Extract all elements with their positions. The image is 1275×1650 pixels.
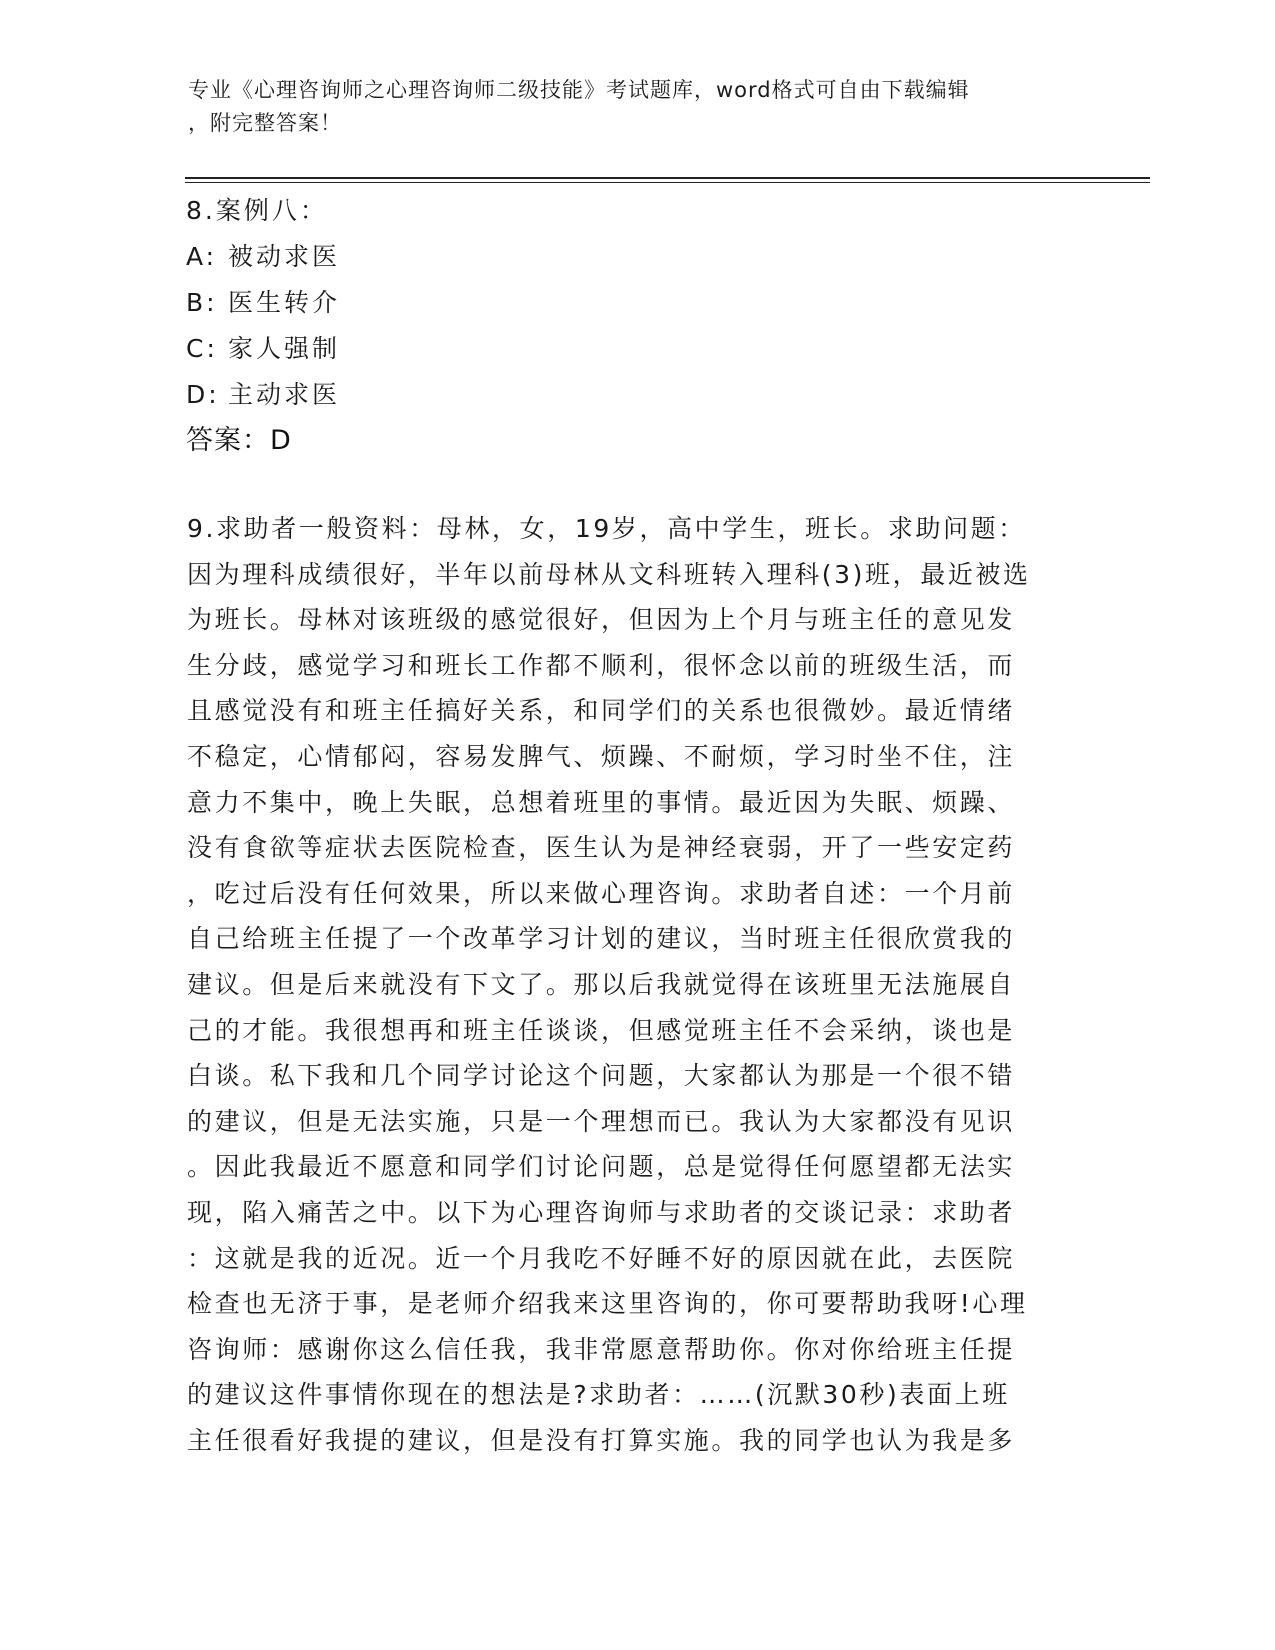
option-c-letter: C: — [186, 334, 218, 363]
question-9-line-20: 的建议这件事情你现在的想法是?求助者：……(沉默30秒)表面上班 — [187, 1380, 1010, 1410]
question-9-line-3: 为班长。母林对该班级的感觉很好，但因为上个月与班主任的意见发 — [187, 605, 1016, 635]
option-d-text: 主动求医 — [228, 380, 341, 409]
option-b-text: 医生转介 — [228, 288, 341, 317]
header-line-1: 专业《心理咨询师之心理咨询师二级技能》考试题库，word格式可自由下载编辑 — [188, 78, 970, 102]
question-9-line-18: 检查也无济于事，是老师介绍我来这里咨询的，你可要帮助我呀!心理 — [187, 1289, 1028, 1319]
question-9 — [187, 506, 1031, 1463]
question-9-line-2: 因为理科成绩很好，半年以前母林从文科班转入理科(3)班，最近被选 — [187, 559, 1031, 589]
question-8-answer: 答案：D — [186, 425, 292, 456]
option-d — [186, 372, 340, 418]
question-9-line-11: 建议。但是后来就没有下文了。那以后我就觉得在该班里无法施展自 — [187, 969, 1016, 999]
option-d-letter: D: — [186, 380, 220, 409]
question-9-line-10: 自己给班主任提了一个改革学习计划的建议，当时班主任很欣赏我的 — [187, 924, 1016, 954]
option-a — [186, 234, 340, 280]
option-b — [186, 280, 340, 326]
question-9-line-9: ，吃过后没有任何效果，所以来做心理咨询。求助者自述：一个月前 — [187, 878, 1016, 908]
option-b-letter: B: — [186, 288, 218, 317]
question-9-line-7: 意力不集中，晚上失眠，总想着班里的事情。最近因为失眠、烦躁、 — [187, 787, 1016, 817]
question-9-line-13: 白谈。私下我和几个同学讨论这个问题，大家都认为那是一个很不错 — [187, 1061, 1016, 1091]
question-9-line-4: 生分歧，感觉学习和班长工作都不顺利，很怀念以前的班级生活，而 — [187, 650, 1016, 680]
question-9-line-5: 且感觉没有和班主任搞好关系，和同学们的关系也很微妙。最近情绪 — [187, 696, 1016, 726]
question-8-title: 8.案例八： — [186, 196, 328, 225]
question-9-line-8: 没有食欲等症状去医院检查，医生认为是神经衰弱，开了一些安定药 — [187, 833, 1016, 863]
option-a-letter: A: — [186, 242, 218, 271]
question-9-line-15: 。因此我最近不愿意和同学们讨论问题，总是觉得任何愿望都无法实 — [187, 1152, 1016, 1182]
option-c-text: 家人强制 — [228, 334, 341, 363]
question-9-line-16: 现，陷入痛苦之中。以下为心理咨询师与求助者的交谈记录：求助者 — [187, 1197, 1016, 1227]
option-c — [186, 326, 340, 372]
question-9-line-14: 的建议，但是无法实施，只是一个理想而已。我认为大家都没有见识 — [187, 1106, 1016, 1136]
question-9-line-12: 己的才能。我很想再和班主任谈谈，但感觉班主任不会采纳，谈也是 — [187, 1015, 1016, 1045]
question-9-line-1: 9.求助者一般资料：母林，女，19岁，高中学生，班长。求助问题： — [187, 514, 1026, 543]
document-header — [188, 74, 1068, 140]
header-divider-thin — [185, 182, 1150, 183]
header-divider-thick — [185, 177, 1150, 179]
header-line-2: ，附完整答案！ — [188, 111, 342, 135]
question-8 — [186, 188, 340, 464]
question-9-line-17: ：这就是我的近况。近一个月我吃不好睡不好的原因就在此，去医院 — [187, 1243, 1016, 1273]
question-9-line-21: 主任很看好我提的建议，但是没有打算实施。我的同学也认为我是多 — [187, 1425, 1016, 1455]
option-a-text: 被动求医 — [228, 242, 341, 271]
question-9-line-6: 不稳定，心情郁闷，容易发脾气、烦躁、不耐烦，学习时坐不住，注 — [187, 741, 1016, 771]
question-9-line-19: 咨询师：感谢你这么信任我，我非常愿意帮助你。你对你给班主任提 — [187, 1334, 1016, 1364]
